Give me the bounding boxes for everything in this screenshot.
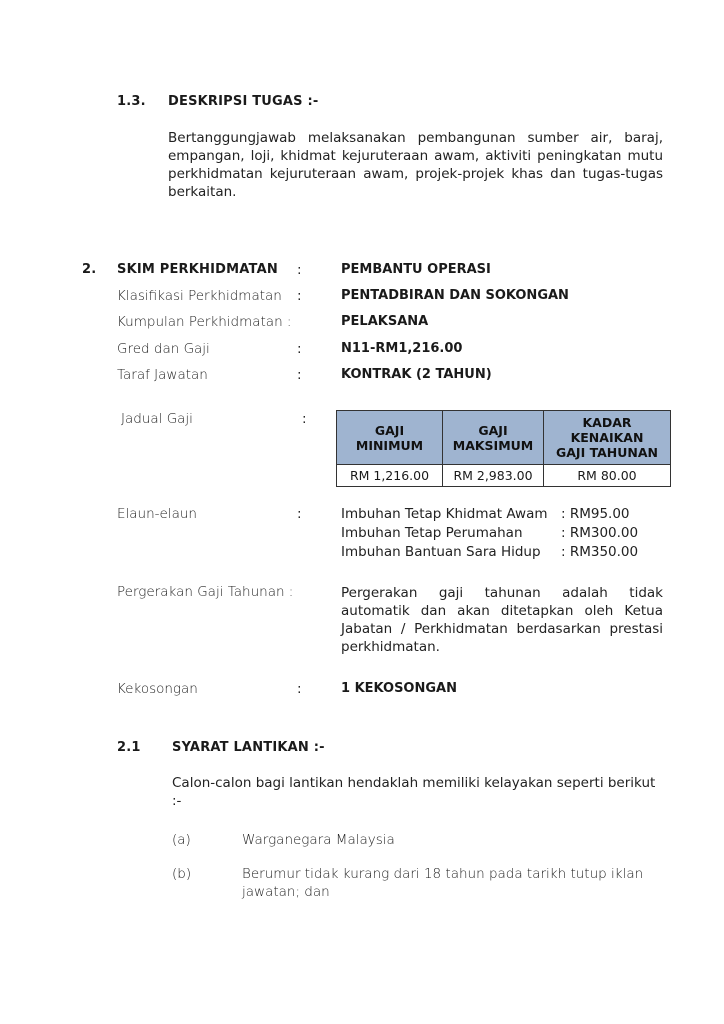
item-marker: (a) <box>172 832 191 848</box>
header-gaji-maksimum: GAJI MAKSIMUM <box>443 411 544 465</box>
field-label-kumpulan: Kumpulan Perkhidmatan : <box>117 314 292 330</box>
field-value-klasifikasi: PENTADBIRAN DAN SOKONGAN <box>341 288 569 303</box>
field-label-taraf: Taraf Jawatan <box>117 367 208 383</box>
colon: : <box>297 681 302 697</box>
header-gaji-minimum: GAJI MINIMUM <box>337 411 443 465</box>
section-1-3-title: DESKRIPSI TUGAS :- <box>168 94 319 109</box>
colon: : <box>302 411 307 427</box>
field-value-gred: N11-RM1,216.00 <box>341 341 463 356</box>
item-marker: (b) <box>172 866 192 882</box>
cell-gaji-minimum: RM 1,216.00 <box>337 465 443 487</box>
section-2-1-title: SYARAT LANTIKAN :- <box>172 740 325 755</box>
allowance-name: Imbuhan Tetap Khidmat Awam <box>341 506 548 522</box>
table-header-row <box>337 411 671 465</box>
allowance-row <box>341 506 661 524</box>
colon: : <box>297 262 302 278</box>
duty-line: empangan, loji, khidmat kejuruteraan awam, aktiviti peningkatan mutu <box>168 148 663 164</box>
allowance-amount: : RM95.00 <box>561 506 630 522</box>
colon: : <box>297 341 302 357</box>
section-2-title: SKIM PERKHIDMATAN <box>117 262 278 277</box>
salary-table <box>336 410 671 487</box>
pergerakan-line: perkhidmatan. <box>341 639 440 655</box>
section-2-number: 2. <box>82 262 97 277</box>
item-text: jawatan; dan <box>242 884 330 900</box>
header-kadar-kenaikan: KADAR KENAIKAN GAJI TAHUNAN <box>544 411 671 465</box>
duty-line: Bertanggungjawab melaksanakan pembangunan sumber air, baraj, <box>168 130 663 146</box>
duty-description <box>168 129 663 201</box>
field-value-kumpulan: PELAKSANA <box>341 314 429 329</box>
intro-line: Calon-calon bagi lantikan hendaklah memiliki kelayakan seperti berikut <box>172 775 656 791</box>
colon: : <box>297 367 302 383</box>
kekosongan-value: 1 KEKOSONGAN <box>341 681 457 696</box>
allowance-row <box>341 544 661 562</box>
field-label-gred: Gred dan Gaji <box>117 341 210 357</box>
field-label-klasifikasi: Klasifikasi Perkhidmatan <box>117 288 282 304</box>
item-text: Berumur tidak kurang dari 18 tahun pada tarikh tutup iklan <box>242 866 644 882</box>
intro-line: :- <box>172 793 182 809</box>
elaun-label: Elaun-elaun <box>117 506 197 522</box>
pergerakan-line: automatik dan akan ditetapkan oleh Ketua <box>341 603 663 619</box>
pergerakan-text <box>341 584 663 656</box>
allowance-amount: : RM300.00 <box>561 525 639 541</box>
duty-line: perkhidmatan kejuruteraan awam, projek-projek khas dan tugas-tugas <box>168 166 663 182</box>
colon: : <box>297 506 302 522</box>
colon: : <box>297 288 302 304</box>
section-1-3-number: 1.3. <box>117 94 146 109</box>
jadual-gaji-label: Jadual Gaji <box>121 411 193 427</box>
kekosongan-label: Kekosongan <box>117 681 198 697</box>
skim-value: PEMBANTU OPERASI <box>341 262 491 277</box>
pergerakan-line: Jabatan / Perkhidmatan berdasarkan prestasi <box>341 621 663 637</box>
pergerakan-line: Pergerakan gaji tahunan adalah tidak <box>341 585 663 601</box>
table-row <box>337 465 671 487</box>
section-2-1-number: 2.1 <box>117 740 141 755</box>
item-text: Warganegara Malaysia <box>242 832 395 848</box>
allowance-amount: : RM350.00 <box>561 544 639 560</box>
cell-kadar-kenaikan: RM 80.00 <box>544 465 671 487</box>
allowance-name: Imbuhan Bantuan Sara Hidup <box>341 544 541 560</box>
duty-line: berkaitan. <box>168 184 237 200</box>
pergerakan-label: Pergerakan Gaji Tahunan : <box>117 584 294 600</box>
field-value-taraf: KONTRAK (2 TAHUN) <box>341 367 492 382</box>
cell-gaji-maksimum: RM 2,983.00 <box>443 465 544 487</box>
allowance-name: Imbuhan Tetap Perumahan <box>341 525 523 541</box>
syarat-intro <box>172 774 667 810</box>
allowance-row <box>341 525 661 543</box>
